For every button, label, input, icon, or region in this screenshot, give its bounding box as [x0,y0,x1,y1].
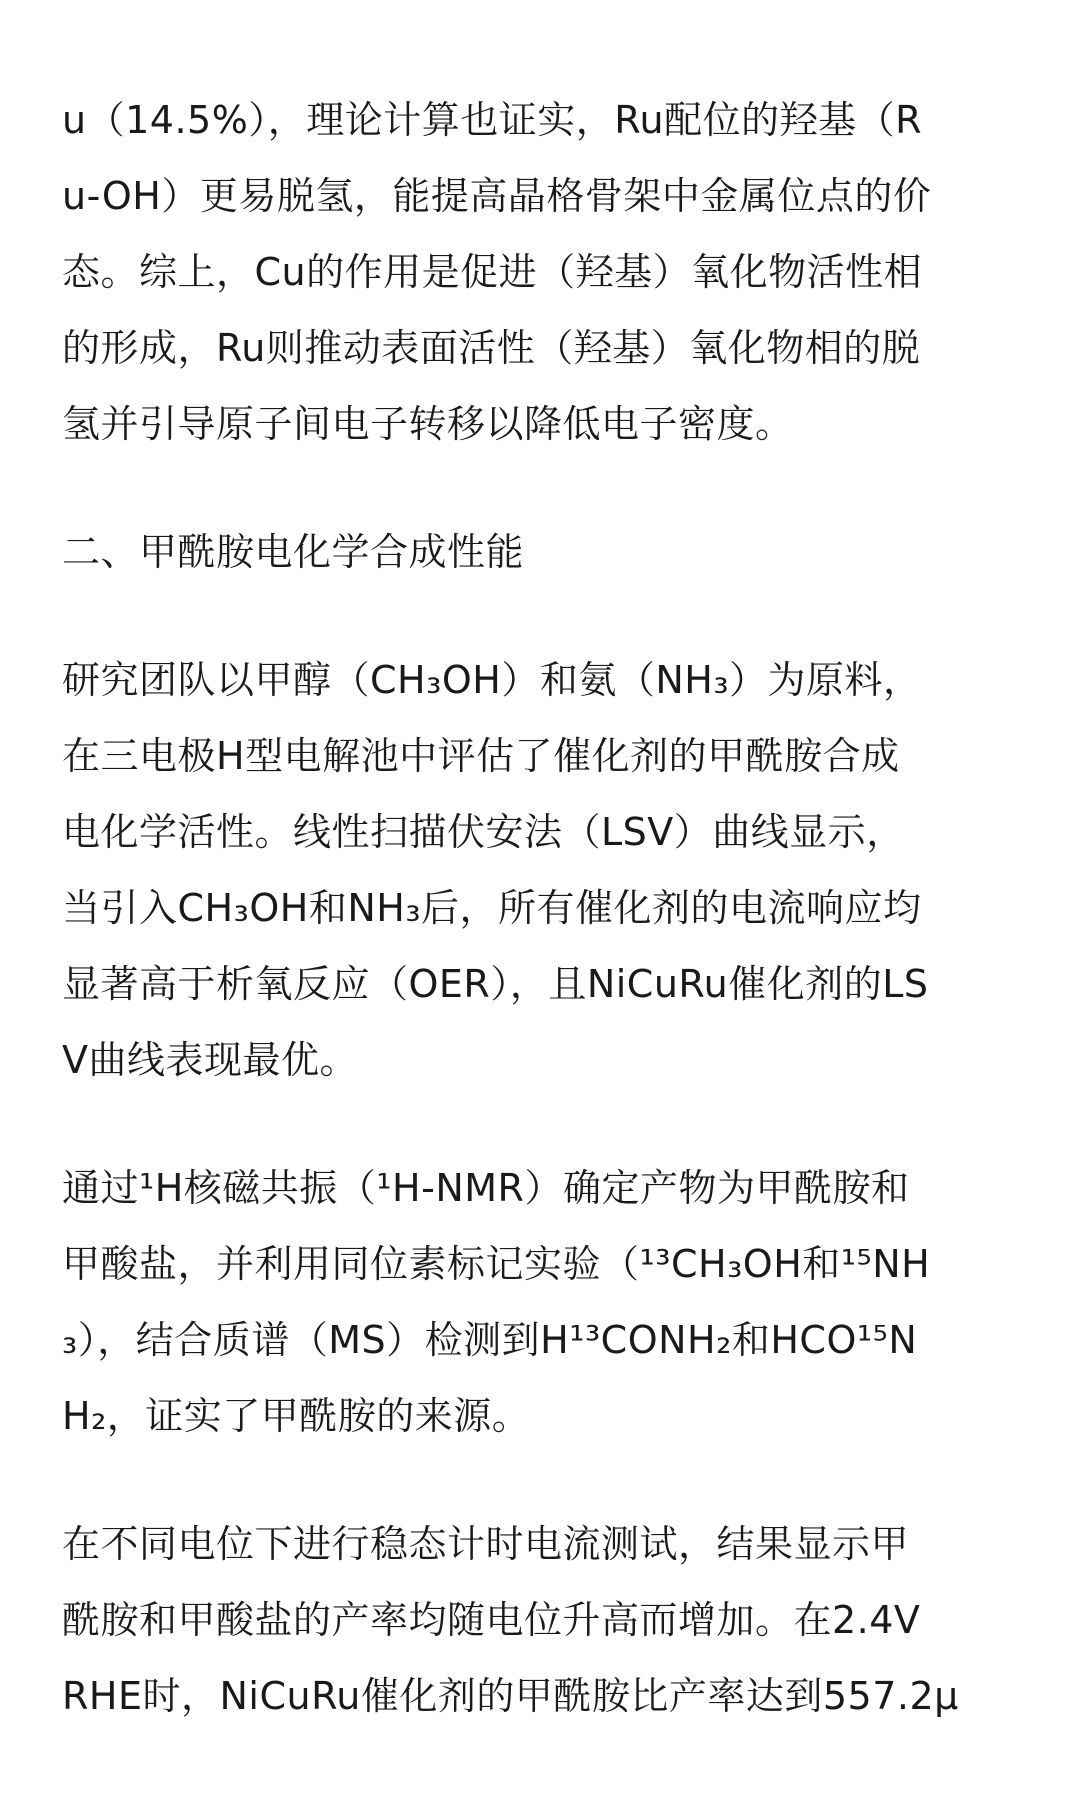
section-heading: 二、甲酰胺电化学合成性能 [62,530,525,574]
paragraph-chronoamperometry: 在不同电位下进行稳态计时电流测试，结果显示甲 酰胺和甲酸盐的产率均随电位升高而增加。在2.4V RHE时，NiCuRu催化剂的甲酰胺比产率达到557.2μ [62,1522,959,1718]
paragraph-catalyst-mechanism: u（14.5%），理论计算也证实，Ru配位的羟基（R u-OH）更易脱氢，能提高晶格骨架中金属位点的价 态。综上，Cu的作用是促进（羟基）氧化物活性相 的形成，Ru则推动表面活性（羟基）氧化物相的脱 氢并引导原子间电子转移以降低电子密度。 [62,98,932,446]
article-body [62,82,1032,1786]
paragraph-nmr-isotope: 通过¹H核磁共振（¹H-NMR）确定产物为甲酰胺和 甲酸盐，并利用同位素标记实验（¹³CH₃OH和¹⁵NH ₃），结合质谱（MS）检测到H¹³CONH₂和HCO¹⁵N H₂，证实了甲酰胺的来源。 [62,1166,931,1438]
paragraph-lsv-evaluation: 研究团队以甲醇（CH₃OH）和氨（NH₃）为原料， 在三电极H型电解池中评估了催化剂的甲酰胺合成 电化学活性。线性扫描伏安法（LSV）曲线显示， 当引入CH₃OH和NH₃后，所有催化剂的电流响应均 显著高于析氧反应（OER），且NiCuRu催化剂的LS V曲线表现最优。 [62,658,929,1082]
